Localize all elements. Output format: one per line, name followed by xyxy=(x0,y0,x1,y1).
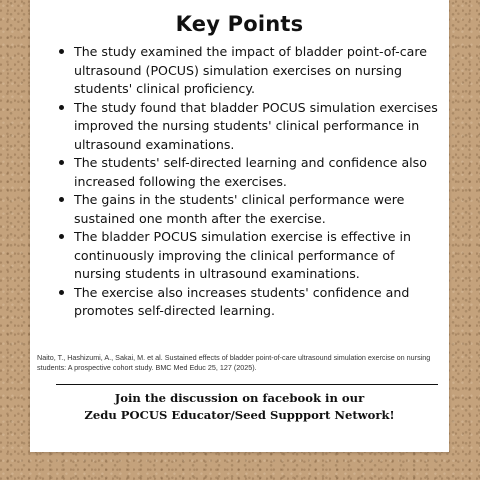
cta-line-1: Join the discussion on facebook in our xyxy=(114,391,365,405)
key-point-text: The gains in the students' clinical performance were sustained one month after the exercise. xyxy=(74,192,405,226)
bullet-icon xyxy=(59,234,64,239)
key-point-text: The exercise also increases students' confidence and promotes self-directed learning. xyxy=(74,284,410,318)
key-point-item xyxy=(50,284,442,321)
divider xyxy=(56,384,438,385)
key-point-item xyxy=(50,43,442,99)
bullet-icon xyxy=(59,197,64,202)
bullet-icon xyxy=(59,49,64,54)
key-point-text: The study found that bladder POCUS simulation exercises improved the nursing students' clinical performance in ultrasound examinations. xyxy=(74,99,438,152)
key-point-item xyxy=(50,228,442,284)
key-point-item xyxy=(50,191,442,228)
key-point-item xyxy=(50,154,442,191)
key-points-list xyxy=(50,43,442,321)
key-points-card xyxy=(30,0,449,452)
key-point-text: The bladder POCUS simulation exercise is effective in continuously improving the clinical performance of nursing students in ultrasound examinations. xyxy=(74,229,411,281)
key-point-text: The study examined the impact of bladder point-of-care ultrasound (POCUS) simulation exercises on nursing students' clinical proficiency. xyxy=(74,44,428,96)
key-point-item xyxy=(50,99,442,155)
key-point-text: The students' self-directed learning and confidence also increased following the exercises. xyxy=(74,155,427,189)
bullet-icon xyxy=(59,105,64,110)
cta-line-2: Zedu POCUS Educator/Seed Suppport Network! xyxy=(84,408,395,422)
call-to-action xyxy=(30,390,449,424)
citation-text: Naito, T., Hashizumi, A., Sakai, M. et al. Sustained effects of bladder point-of-care ultrasound simulation exercise on nursing students: A prospective cohort study. BMC Med Educ 25, 127 (2025). xyxy=(37,353,431,372)
bullet-icon xyxy=(59,290,64,295)
bullet-icon xyxy=(59,160,64,165)
card-title: Key Points xyxy=(175,12,304,36)
